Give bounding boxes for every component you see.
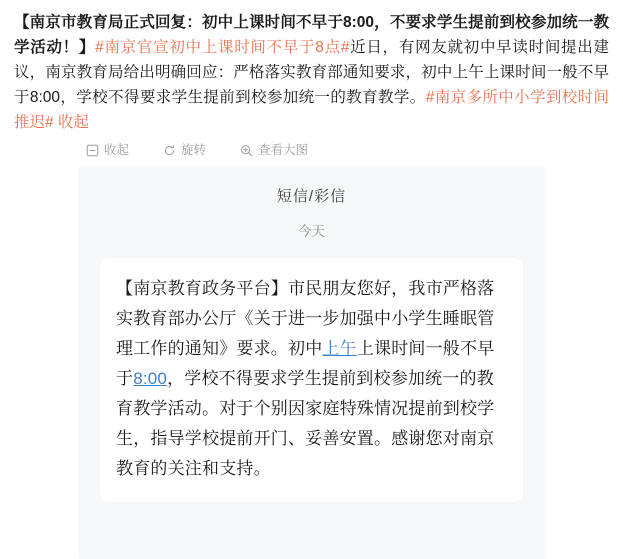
message-part-1: 【南京教育政务平台】市民朋友您好，我市严格落实教育部办公厅《关于进一步加强中小学生睡眠管理工作的通知》要求。初中	[116, 279, 495, 358]
message-part-3: ，学校不得要求学生提前到校参加统一的教育教学活动。对于个别因家庭特殊情况提前到校学生，指导学校提前开门、妥善安置。感谢您对南京教育的关注和支持。	[116, 369, 495, 478]
message-link-time[interactable]: 8:00	[133, 369, 168, 388]
message-card-title: 短信/彩信	[276, 188, 347, 205]
post-content	[0, 0, 623, 137]
post-collapse-link[interactable]: 收起	[53, 114, 89, 131]
action-rotate[interactable]	[163, 143, 206, 157]
message-card-date: 今天	[298, 224, 325, 239]
message-card	[78, 167, 545, 559]
action-rotate-label: 旋转	[181, 143, 207, 157]
action-collapse[interactable]	[86, 143, 129, 157]
message-bubble	[100, 258, 523, 502]
post-headline: 【南京市教育局正式回复：初中上课时间不早于8:00，不要求学生提前到校参加统一教学活动！】	[14, 14, 609, 56]
post-topic-2[interactable]: #南京多所中小学到校时间推迟#	[14, 89, 609, 131]
collapse-icon	[86, 144, 99, 157]
message-part-2: 上课时间一般不早于	[116, 339, 495, 388]
post-topic-1[interactable]: #南京官宣初中上课时间不早于8点#	[95, 39, 350, 56]
image-action-bar	[0, 137, 623, 167]
rotate-icon	[163, 144, 176, 157]
action-view-large-label: 查看大图	[258, 143, 309, 157]
view-large-icon	[240, 144, 253, 157]
action-collapse-label: 收起	[104, 143, 130, 157]
action-view-large[interactable]	[240, 143, 308, 157]
post-body: 近日，有网友就初中早读时间提出建议，南京教育局给出明确回应：严格落实教育部通知要求，初中上午上课时间一般不早于8:00，学校不得要求学生提前到校参加统一的教育教学。	[14, 39, 609, 106]
message-link-morning[interactable]: 上午	[322, 339, 357, 358]
